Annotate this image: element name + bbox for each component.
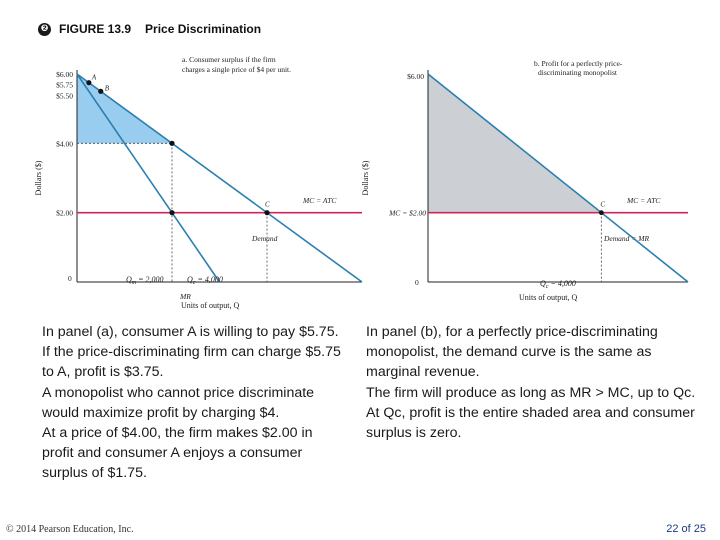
panel-a-title: a. Consumer surplus if the firm xyxy=(182,55,276,64)
figure-number: FIGURE 13.9 xyxy=(59,22,132,36)
panel-a-chart xyxy=(34,55,362,310)
data-point xyxy=(599,210,604,215)
point-a-label: A xyxy=(91,73,97,82)
mr-curve-label: MR xyxy=(180,292,191,301)
point-c-label: C xyxy=(600,200,606,209)
x-axis-label: Units of output, Q xyxy=(181,301,240,310)
y-tick-label: $5.50 xyxy=(56,91,73,101)
left-paragraph: At a price of $4.00, the firm makes $2.00 in profit and consumer A enjoys a consumer surplus of $1.75. xyxy=(42,425,313,482)
origin-label: 0 xyxy=(415,278,419,287)
y-tick-label: $4.00 xyxy=(56,139,73,149)
left-paragraph: In panel (a), consumer A is willing to pay $5.75. xyxy=(42,324,339,340)
data-point xyxy=(169,210,174,215)
demand-curve-label: Demand = MR xyxy=(604,234,650,243)
x-tick-label-qm: $Q_m = 2,000$ xyxy=(126,275,164,286)
data-point xyxy=(169,141,174,146)
demand-line xyxy=(77,74,362,282)
y-tick-label: $5.75 xyxy=(56,80,73,90)
y-tick-label: $6.00 xyxy=(407,72,424,81)
demand-curve-label: Demand xyxy=(252,234,278,243)
data-point xyxy=(86,80,91,85)
right-paragraph: At Qc, profit is the entire shaded area and consumer surplus is zero. xyxy=(366,404,695,442)
left-explanation xyxy=(42,322,342,484)
mc-curve-label: MC = ATC xyxy=(627,196,661,205)
x-axis-label: Units of output, Q xyxy=(519,293,578,302)
mr-line xyxy=(77,74,220,282)
panel-b-chart xyxy=(361,59,688,302)
data-point xyxy=(264,210,269,215)
left-paragraph: If the price-discriminating firm can charge $5.75 to A, profit is $3.75. xyxy=(42,344,341,381)
x-tick-label-qc: $Q_c = 4,000$ xyxy=(540,279,576,290)
panel-b-title: b. Profit for a perfectly price- xyxy=(534,59,623,68)
y-tick-label: $6.00 xyxy=(56,70,73,79)
figure-title: Price Discrimination xyxy=(145,22,262,36)
y-tick-label: $2.00 xyxy=(56,208,73,218)
panel-a-title: charges a single price of $4 per unit. xyxy=(182,65,291,74)
origin-label: 0 xyxy=(68,274,72,283)
right-paragraph xyxy=(366,383,701,403)
figure-badge-icon: ❷ xyxy=(38,23,51,36)
mc-value-label: MC = $2.00 xyxy=(389,208,426,218)
right-paragraph: In panel (b), for a perfectly price-discriminating monopolist, the demand curve is the same as marginal revenue. xyxy=(366,324,658,381)
data-point xyxy=(98,89,103,94)
panel-b-title: discriminating monopolist xyxy=(538,68,617,77)
copyright: © 2014 Pearson Education, Inc. xyxy=(6,524,134,535)
y-axis-label: Dollars ($) xyxy=(361,160,370,196)
x-tick-label-qc: $Q_c = 4,000$ xyxy=(187,275,223,286)
right-explanation xyxy=(366,322,701,443)
mr-mc-sentence: The firm will produce as long as MR > MC, up to Qc. xyxy=(366,384,696,401)
y-axis-label: Dollars ($) xyxy=(34,160,43,196)
mc-curve-label: MC = ATC xyxy=(303,196,337,205)
left-paragraph: A monopolist who cannot price discriminate would maximize profit by charging $4. xyxy=(42,384,315,421)
page-number: 22 of 25 xyxy=(666,523,706,535)
point-b-label: B xyxy=(104,84,110,93)
point-c-label: C xyxy=(265,200,270,209)
